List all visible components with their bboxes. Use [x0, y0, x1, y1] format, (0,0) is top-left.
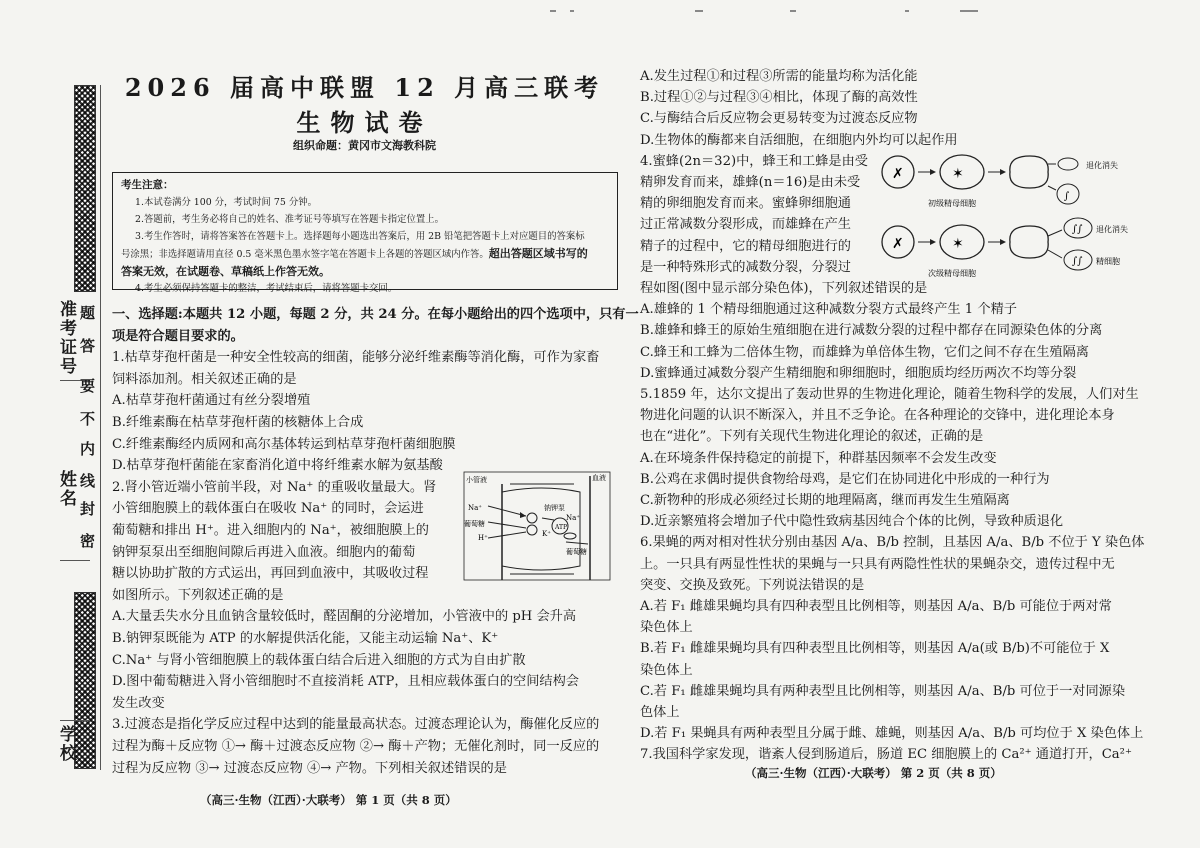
fig-label: Na⁺ — [566, 514, 580, 522]
question-line-right: B.过程①②与过程③④相比，体现了酶的高效性 — [640, 90, 918, 106]
question-line-right: A.发生过程①和过程③所需的能量均称为活化能 — [640, 69, 918, 84]
fill-line — [60, 720, 90, 721]
question-line-left: 发生改变 — [112, 695, 165, 711]
svg-text:∫∫: ∫∫ — [1072, 256, 1083, 267]
scan-artifacts — [540, 6, 1000, 20]
svg-text:✶: ✶ — [952, 236, 964, 252]
notice-line: 2.答题前，考生务必将自己的姓名、准考证号等填写在答题卡指定位置上。 — [135, 214, 444, 225]
question-line-left: C.纤维素酶经内质网和高尔基体转运到枯草芽孢杆菌细胞膜 — [112, 436, 456, 452]
question-line-right: 物进化问题的认识不断深入，并且不乏争论。在各种理论的交锋中，进化理论本身 — [640, 408, 1115, 424]
question-line-left: C.Na⁺ 与肾小管细胞膜上的载体蛋白结合后进入细胞的方式为自由扩散 — [112, 652, 526, 668]
question-line-left: B.钠钾泵既能为 ATP 的水解提供活化能，又能主动运输 Na⁺、K⁺ — [112, 631, 499, 646]
question-line-right: D.蜜蜂通过减数分裂产生精细胞和卵细胞时，细胞质均经历两次不均等分裂 — [640, 365, 1077, 381]
seal-char: 内 — [80, 440, 96, 458]
question-line-right: 上。一只具有两显性性状的果蝇与一只具有两隐性性状的果蝇杂交，遗传过程中无 — [640, 556, 1115, 572]
question-line-left: 葡萄糖和排出 H⁺。进入细胞内的 Na⁺，被细胞膜上的 — [112, 523, 429, 538]
notice-bold-line: 答案无效，在试题卷、草稿纸上作答无效。 — [121, 265, 330, 278]
svg-text:✗: ✗ — [892, 236, 904, 252]
seal-char: 题 — [80, 304, 96, 322]
bee-meiosis-figure — [880, 152, 1180, 282]
question-line-right: C.新物种的形成必须经过长期的地理隔离，继而再发生生殖隔离 — [640, 493, 1010, 508]
question-line-right: B.若 F₁ 雌雄果蝇均具有四种表型且比例相等，则基因 A/a(或 B/b)不可能位于 X — [640, 641, 1110, 657]
binding-hatch-top — [74, 85, 96, 292]
school-label: 学校 — [56, 725, 76, 763]
name-label: 姓名 — [56, 470, 76, 508]
svg-text:∫: ∫ — [1064, 191, 1070, 202]
svg-text:✗: ✗ — [892, 166, 904, 182]
notice-heading: 考生注意： — [121, 179, 174, 191]
question-line-left: D.枯草芽孢杆菌能在家畜消化道中将纤维素水解为氨基酸 — [112, 458, 443, 474]
question-line-right: C.与酶结合后反应物会更易转变为过渡态反应物 — [640, 111, 918, 127]
question-line-left: 钠钾泵泵出至细胞间隙后再进入血液。细胞内的葡萄 — [112, 544, 416, 560]
fig-label: Na⁺ — [468, 504, 482, 512]
question-line-right: 精卵发育而来，雄蜂(n＝16)是由未受 — [640, 175, 861, 190]
question-line-left: A.大量丢失水分且血钠含量较低时，醛固酮的分泌增加，小管液中的 pH 会升高 — [112, 609, 577, 625]
fig-label: ATP — [555, 524, 568, 531]
seal-char: 封 — [80, 500, 96, 518]
question-line-left: B.纤维素酶在枯草芽孢杆菌的核糖体上合成 — [112, 415, 364, 430]
notice-line-3b — [121, 245, 609, 263]
notice-line: 4.考生必须保持答题卡的整洁，考试结束后，请将答题卡交回。 — [135, 283, 398, 294]
fig-label: K⁺ — [542, 530, 551, 538]
question-line-right: 也在“进化”。下列有关现代生物进化理论的叙述，正确的是 — [640, 429, 984, 445]
notice-line: 3.考生作答时，请将答案答在答题卡上。选择题每小题选出答案后，用 2B 铅笔把答题卡上对应题目的答案标 — [135, 231, 585, 242]
fig-label: 血液 — [592, 474, 606, 482]
question-line-left: 项是符合题目要求的。 — [112, 328, 244, 344]
notice-line: 1.本试卷满分 100 分，考试时间 75 分钟。 — [135, 197, 317, 208]
question-line-left: 小管细胞膜上的载体蛋白在吸收 Na⁺ 的同时，会运进 — [112, 501, 424, 517]
question-line-right: D.近亲繁殖将会增加子代中隐性致病基因纯合个体的比例，导致种质退化 — [640, 514, 1064, 530]
question-line-left: 一、选择题:本题共 12 小题，每题 2 分，共 24 分。在每小题给出的四个选项中，只有一 — [112, 307, 639, 322]
question-line-left: 糖以协助扩散的方式运出，再回到血液中，其吸收过程 — [112, 566, 429, 582]
question-line-left: D.图中葡萄糖进入肾小管细胞时不直接消耗 ATP，且相应载体蛋白的空间结构会 — [112, 674, 579, 690]
seal-char: 密 — [80, 532, 96, 550]
seal-char: 不 — [80, 410, 96, 428]
question-line-right: 过正常减数分裂形成，而雄蜂在产生 — [640, 217, 851, 233]
question-line-right: 4.蜜蜂(2n＝32)中，蜂王和工蜂是由受 — [640, 153, 868, 169]
exam-organizer: 组织命题：黄冈市文海教科院 — [293, 139, 436, 152]
notice-box — [112, 172, 618, 294]
question-line-right: 染色体上 — [640, 662, 693, 678]
question-line-right: D.生物体的酶都来自活细胞，在细胞内外均可以起作用 — [640, 132, 958, 148]
svg-text:∫∫: ∫∫ — [1072, 224, 1083, 235]
question-line-left: 过程为酶＋反应物 ①→ 酶＋过渡态反应物 ②→ 酶＋产物；无催化剂时，同一反应的 — [112, 739, 600, 754]
question-line-right: 色体上 — [640, 705, 680, 720]
fig-label: 退化消失 — [1086, 161, 1118, 170]
question-line-right: 是一种特殊形式的减数分裂，分裂过 — [640, 259, 851, 275]
notice-bold: 超出答题区域书写的 — [488, 247, 588, 260]
question-line-right: D.若 F₁ 果蝇具有两种表型且分属于雌、雄蝇，则基因 A/a、B/b 可均位于 X 染色体上 — [640, 726, 1144, 742]
question-line-right: 精的卵细胞发育而来。蜜蜂卵细胞通 — [640, 196, 851, 212]
question-line-right: B.公鸡在求偶时提供食物给母鸡，是它们在协同进化中形成的一种行为 — [640, 471, 1050, 487]
fig-label: 钠钾泵 — [544, 504, 565, 512]
fig-label: 精细胞 — [1096, 257, 1120, 266]
question-line-right: A.若 F₁ 雌雄果蝇均具有四种表型且比例相等，则基因 A/a、B/b 可能位于两对常 — [640, 599, 1112, 614]
question-line-right: C.若 F₁ 雌雄果蝇均具有两种表型且比例相等，则基因 A/a、B/b 可位于一对同源染 — [640, 683, 1126, 699]
question-line-right: A.在环境条件保持稳定的前提下，种群基因频率不会发生改变 — [640, 450, 997, 466]
fig-label: 葡萄糖 — [464, 520, 485, 528]
footer-page-2: （高三·生物（江西）·大联考） 第 2 页（共 8 页） — [745, 766, 1002, 780]
question-line-right: 6.果蝇的两对相对性状分别由基因 A/a、B/b 控制，且基因 A/a、B/b 不位于 Y 染色体 — [640, 535, 1145, 551]
question-line-right: C.蜂王和工蜂为二倍体生物，而雄蜂为单倍体生物，它们之间不存在生殖隔离 — [640, 344, 1089, 360]
question-line-right: A.雄蜂的 1 个精母细胞通过这种减数分裂方式最终产生 1 个精子 — [640, 302, 1017, 318]
question-line-left: 如图所示。下列叙述正确的是 — [112, 587, 284, 603]
question-line-left: 饲料添加剂。相关叙述正确的是 — [112, 371, 297, 387]
question-line-left: 2.肾小管近端小管前半段，对 Na⁺ 的重吸收量最大。肾 — [112, 479, 437, 495]
fill-line — [60, 560, 90, 561]
fig-label: H⁺ — [478, 534, 488, 542]
question-line-left: 过程为反应物 ③→ 过渡态反应物 ④→ 产物。下列相关叙述错误的是 — [112, 760, 507, 776]
seal-char: 线 — [80, 472, 96, 490]
notice-text: 号涂黑；非选择题请用直径 0.5 毫米黑色墨水签字笔在答题卡上各题的答题区域内作答。 — [121, 249, 489, 260]
exam-title: 2026 届高中联盟 12 月高三联考 — [124, 73, 605, 102]
question-line-right: B.雄蜂和蜂王的原始生殖细胞在进行减数分裂的过程中都存在同源染色体的分离 — [640, 323, 1103, 339]
question-line-right: 染色体上 — [640, 620, 693, 636]
question-line-right: 7.我国科学家发现，谐紊人侵到肠道后，肠道 EC 细胞膜上的 Ca²⁺ 通道打开，Ca²⁺ — [640, 747, 1132, 763]
question-line-right: 精子的过程中，它的精母细胞进行的 — [640, 238, 851, 254]
fig-label: 退化消失 — [1096, 225, 1128, 234]
fig-label: 初级精母细胞 — [928, 199, 976, 208]
binding-line — [100, 85, 101, 770]
question-line-right: 5.1859 年，达尔文提出了轰动世界的生物进化理论，随着生物科学的发展，人们对生 — [640, 387, 1139, 402]
question-line-right: 程如图(图中显示部分染色体)，下列叙述错误的是 — [640, 281, 928, 296]
seal-char: 答 — [80, 337, 96, 355]
exam-number-label: 准考证号 — [56, 300, 76, 376]
svg-text:✶: ✶ — [952, 166, 964, 182]
fig-label: 小管液 — [466, 476, 487, 484]
seal-char: 要 — [80, 377, 96, 395]
question-line-left: A.枯草芽孢杆菌通过有丝分裂增殖 — [112, 393, 311, 409]
fig-label: 次级精母细胞 — [928, 269, 976, 278]
kidney-tubule-figure — [462, 470, 612, 582]
question-line-left: 1.枯草芽孢杆菌是一种安全性较高的细菌，能够分泌纤维素酶等消化酶，可作为家畜 — [112, 350, 600, 366]
question-line-left: 3.过渡态是指化学反应过程中达到的能量最高状态。过渡态理论认为，酶催化反应的 — [112, 717, 600, 733]
footer-page-1: （高三·生物（江西）·大联考） 第 1 页（共 8 页） — [200, 793, 457, 807]
fig-label: 葡萄糖 — [566, 548, 587, 556]
exam-subject: 生物试卷 — [296, 108, 433, 137]
question-line-right: 突变、交换及致死。下列说法错误的是 — [640, 577, 865, 593]
